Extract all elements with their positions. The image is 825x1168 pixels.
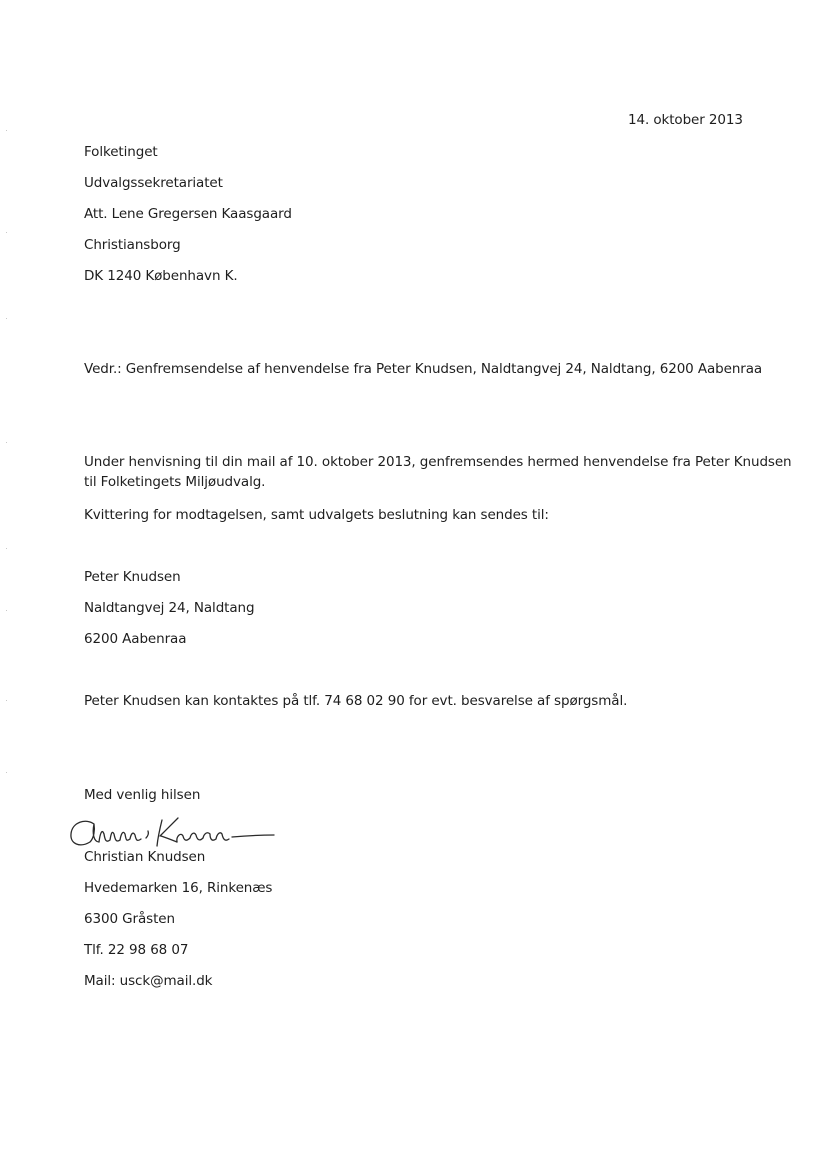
scan-edge-mark bbox=[6, 130, 7, 131]
recipient-line-2: Udvalgssekretariatet bbox=[84, 175, 223, 191]
subject-line: Vedr.: Genfremsendelse af henvendelse fra Peter Knudsen, Naldtangvej 24, Naldtang, 6200 Aabenraa bbox=[84, 361, 763, 377]
sender-name: Christian Knudsen bbox=[84, 849, 206, 865]
sender-mail: Mail: usck@mail.dk bbox=[84, 973, 213, 989]
letter-date: 14. oktober 2013 bbox=[628, 112, 743, 128]
recipient-line-1: Folketinget bbox=[84, 144, 158, 160]
sender-city: 6300 Gråsten bbox=[84, 911, 175, 927]
body-paragraph-2: Kvittering for modtagelsen, samt udvalgets beslutning kan sendes til: bbox=[84, 507, 549, 523]
scan-edge-mark bbox=[6, 772, 7, 773]
scan-edge-mark bbox=[6, 442, 7, 443]
scan-edge-mark bbox=[6, 548, 7, 549]
contact-street: Naldtangvej 24, Naldtang bbox=[84, 600, 255, 616]
contact-city: 6200 Aabenraa bbox=[84, 631, 187, 647]
body-paragraph-1-line-1: Under henvisning til din mail af 10. oktober 2013, genfremsendes hermed henvendelse fra Peter Knudsen bbox=[84, 454, 792, 470]
scan-edge-mark bbox=[6, 318, 7, 319]
contact-name: Peter Knudsen bbox=[84, 569, 181, 585]
recipient-line-3: Att. Lene Gregersen Kaasgaard bbox=[84, 206, 292, 222]
contact-note: Peter Knudsen kan kontaktes på tlf. 74 68 02 90 for evt. besvarelse af spørgsmål. bbox=[84, 693, 628, 709]
body-paragraph-1-line-2: til Folketingets Miljøudvalg. bbox=[84, 474, 266, 490]
sender-phone: Tlf. 22 98 68 07 bbox=[84, 942, 189, 958]
recipient-line-4: Christiansborg bbox=[84, 237, 181, 253]
sender-street: Hvedemarken 16, Rinkenæs bbox=[84, 880, 273, 896]
recipient-line-5: DK 1240 København K. bbox=[84, 268, 238, 284]
scan-edge-mark bbox=[6, 232, 7, 233]
closing-greeting: Med venlig hilsen bbox=[84, 787, 201, 803]
scan-edge-mark bbox=[6, 610, 7, 611]
scan-edge-mark bbox=[6, 700, 7, 701]
